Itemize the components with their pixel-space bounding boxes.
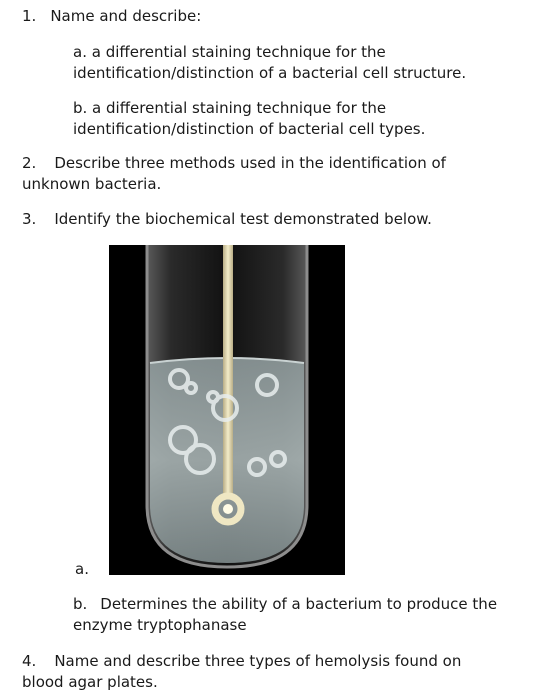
question-1-text: Name and describe: — [50, 7, 202, 25]
question-3b-marker: b. — [73, 595, 88, 613]
question-1b-line2: identification/distinction of bacterial cell types. — [73, 120, 426, 138]
inoculating-loop-rod — [223, 245, 233, 495]
question-3b-line2: enzyme tryptophanase — [73, 616, 247, 634]
question-1b-line1: b. a differential staining technique for the — [73, 99, 387, 117]
question-1a-line2: identification/distinction of a bacterial cell structure. — [73, 64, 467, 82]
question-4-number: 4. — [22, 652, 37, 670]
question-3-text: Identify the biochemical test demonstrated below. — [54, 210, 432, 228]
question-2-number: 2. — [22, 154, 37, 172]
question-1a — [73, 42, 466, 84]
question-1 — [22, 6, 201, 27]
question-3b-line1: Determines the ability of a bacterium to produce the — [100, 595, 498, 613]
question-3 — [22, 209, 432, 230]
question-1a-line1: a. a differential staining technique for the — [73, 43, 386, 61]
question-1-number: 1. — [22, 7, 37, 25]
question-4-line1: Name and describe three types of hemolysis found on — [54, 652, 462, 670]
question-2-line2: unknown bacteria. — [22, 175, 162, 193]
test-tube-illustration — [109, 245, 345, 575]
question-4 — [22, 651, 461, 693]
question-2 — [22, 153, 446, 195]
question-4-line2: blood agar plates. — [22, 673, 158, 691]
question-3a-label: a. — [75, 560, 89, 578]
question-2-line1: Describe three methods used in the identification of — [54, 154, 446, 172]
test-tube-image — [109, 245, 345, 575]
question-3-number: 3. — [22, 210, 37, 228]
question-1b — [73, 98, 425, 140]
question-3b — [73, 594, 497, 636]
